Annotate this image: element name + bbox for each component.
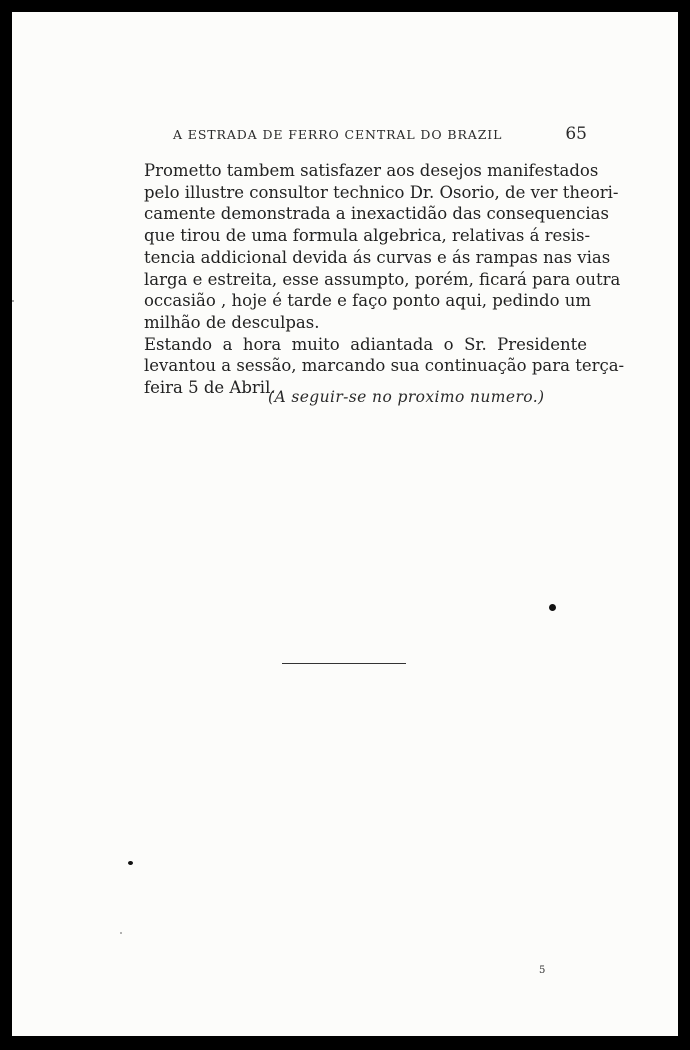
text-line: occasião , hoje é tarde e faço ponto aqui, pedindo um (144, 291, 592, 311)
text-line: levantou a sessão, marcando sua continuação para terça- (144, 356, 625, 376)
ink-speck (12, 300, 14, 302)
text-line: que tirou de uma formula algebrica, relativas á resis- (144, 226, 591, 246)
text-line: larga e estreita, esse assumpto, porém, ficará para outra (144, 269, 621, 289)
running-title: A ESTRADA DE FERRO CENTRAL DO BRAZIL (173, 127, 503, 142)
text-line: tencia addicional devida ás curvas e ás rampas nas vias (144, 247, 611, 267)
running-head (107, 124, 587, 146)
ink-speck (549, 604, 556, 611)
text-line: milhão de desculpas. (144, 312, 320, 332)
page-number: 65 (565, 124, 587, 144)
ink-speck (120, 932, 122, 934)
document-page (12, 12, 678, 1036)
ink-speck (128, 861, 133, 865)
text-line: Prometto tambem satisfazer aos desejos manifestados (144, 161, 599, 180)
paragraph (101, 160, 621, 334)
signature-mark: 5 (539, 965, 546, 976)
text-line: camente demonstrada a inexactidão das consequencias (144, 204, 609, 224)
text-line: Estando a hora muito adiantada o Sr. Presidente (144, 334, 587, 354)
text-line: pelo illustre consultor technico Dr. Osorio, de ver theori- (144, 182, 619, 202)
continuation-note: (A seguir-se no proximo numero.) (268, 388, 545, 406)
body-text (101, 160, 625, 399)
section-rule (282, 663, 406, 664)
text-line: feira 5 de Abril. (144, 378, 276, 398)
